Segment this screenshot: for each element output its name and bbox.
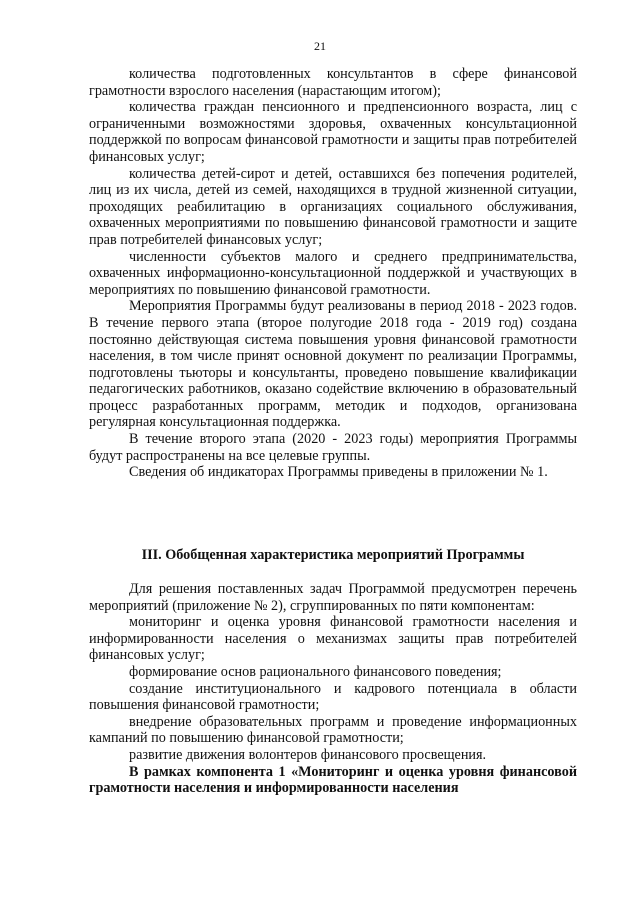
paragraph: Мероприятия Программы будут реализованы в период 2018 - 2023 годов. В течение первого этапа (второе полугодие 2018 года - 2019 год) создана постоянно действующая система повышения уровня финансовой грамотности населения, в том числе принят основной документ по реализации Программы, подготовлены тьюторы и консультанты, проведено повышение квалификации педагогических работников, оказано содействие включению в образовательный процесс разработанных программ, методик и подходов, организована регулярная консультационная поддержка. — [89, 298, 577, 431]
paragraph: развитие движения волонтеров финансового просвещения. — [129, 746, 487, 763]
paragraph: формирование основ рационального финансового поведения; — [129, 663, 502, 680]
page-number: 21 — [314, 39, 326, 53]
paragraph: количества граждан пенсионного и предпенсионного возраста, лиц с ограниченными возможностями здоровья, охваченных консультационной поддержкой по вопросам финансовой грамотности и защиты прав потребителей финансовых услуг; — [89, 99, 577, 165]
paragraph: численности субъектов малого и среднего предпринимательства, охваченных информационно-консультационной поддержкой и участвующих в мероприятиях по повышению финансовой грамотности. — [89, 248, 577, 298]
paragraph: внедрение образовательных программ и проведение информационных кампаний по повышению финансовой грамотности; — [89, 713, 577, 747]
paragraph: Для решения поставленных задач Программой предусмотрен перечень мероприятий (приложение № 2), сгруппированных по пяти компонентам: — [89, 581, 577, 614]
paragraph: количества детей-сирот и детей, оставшихся без попечения родителей, лиц из их числа, детей из семей, находящихся в трудной жизненной ситуации, проходящих реабилитацию в организациях социального обслуживания, охваченных мероприятиями по повышению финансовой грамотности и защите прав потребителей финансовых услуг; — [89, 165, 577, 248]
section-heading: III. Обобщенная характеристика мероприятий Программы — [141, 547, 525, 563]
body-text-bottom — [89, 581, 577, 797]
paragraph: создание институционального и кадрового потенциала в области повышения финансовой грамотности; — [89, 680, 577, 714]
body-text-top — [89, 66, 577, 481]
paragraph: количества подготовленных консультантов в сфере финансовой грамотности взрослого населения (нарастающим итогом); — [89, 66, 577, 99]
bold-paragraph: В рамках компонента 1 «Мониторинг и оценка уровня финансовой грамотности населения и информированности населения — [89, 763, 577, 797]
paragraph: мониторинг и оценка уровня финансовой грамотности населения и информированности населения о механизмах защиты прав потребителей финансовых услуг; — [89, 614, 577, 664]
paragraph: Сведения об индикаторах Программы приведены в приложении № 1. — [129, 464, 548, 481]
paragraph: В течение второго этапа (2020 - 2023 годы) мероприятия Программы будут распространены на все целевые группы. — [89, 431, 577, 464]
